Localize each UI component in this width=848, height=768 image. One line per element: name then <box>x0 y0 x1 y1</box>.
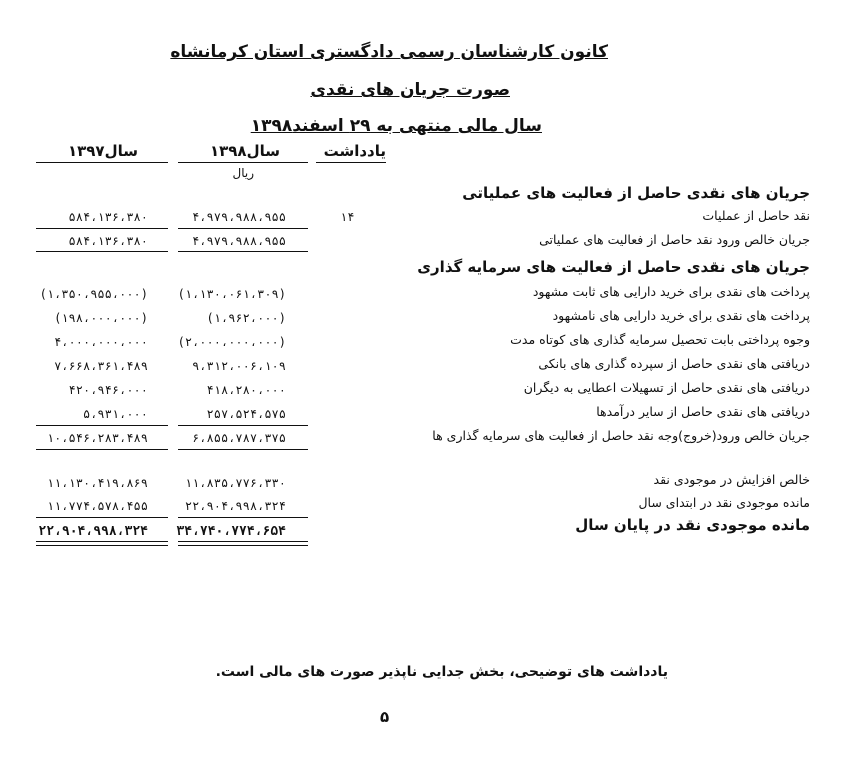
row-1397-fixed-assets: (۱،۳۵۰،۹۵۵،۰۰۰) <box>39 287 148 301</box>
row-label-net-operating: جریان خالص ورود نقد حاصل از فعالیت های عملیاتی <box>539 232 810 247</box>
section-operating-title: جریان های نقدی حاصل از فعالیت های عملیاتی <box>462 184 810 202</box>
double-line-1398-bottom <box>178 545 308 546</box>
total-line-1397-a <box>36 251 168 252</box>
subtotal-line-1398-c <box>178 517 308 518</box>
footer-note: یادداشت های توضیحی، بخش جدایی ناپذیر صورت های مالی است. <box>215 664 668 680</box>
total-line-1398-b <box>178 449 308 450</box>
row-label-other-income: دریافتی های نقدی حاصل از سایر درآمدها <box>596 404 810 419</box>
row-1397-net-operating: ۵۸۴،۱۳۶،۳۸۰ <box>68 234 148 248</box>
org-title: کانون کارشناسان رسمی دادگستری استان کرمانشاه <box>170 42 608 62</box>
row-label-closing-balance: مانده موجودی نقد در پایان سال <box>575 516 810 534</box>
row-label-bank-deposits: دریافتی های نقدی حاصل از سپرده گذاری های بانکی <box>538 356 810 371</box>
total-line-1398-a <box>178 251 308 252</box>
row-label-intangible-assets: پرداخت های نقدی برای خرید دارایی های نامشهود <box>552 308 810 323</box>
subtotal-line-1397-a <box>36 228 168 229</box>
double-line-1397-top <box>36 541 168 542</box>
row-label-cash-from-operations: نقد حاصل از عملیات <box>702 208 810 223</box>
row-label-net-investing: جریان خالص ورود(خروج)وجه نقد حاصل از فعالیت های سرمایه گذاری ها <box>432 428 810 443</box>
row-label-loans-granted: دریافتی های نقدی حاصل از تسهیلات اعطایی به دیگران <box>523 380 810 395</box>
currency-label: ریال <box>232 166 254 180</box>
row-1398-net-investing: ۶،۸۵۵،۷۸۷،۳۷۵ <box>192 431 286 445</box>
row-label-fixed-assets: پرداخت های نقدی برای خرید دارایی های ثابت مشهود <box>532 284 810 299</box>
row-1397-net-increase: ۱۱،۱۳۰،۴۱۹،۸۶۹ <box>46 476 148 490</box>
double-line-1397-bottom <box>36 545 168 546</box>
subtotal-line-1397-b <box>36 425 168 426</box>
header-underline-note <box>316 162 386 163</box>
row-1398-bank-deposits: ۹،۳۱۲،۰۰۶،۱۰۹ <box>192 359 286 373</box>
column-header-1397: سال۱۳۹۷ <box>67 142 138 160</box>
double-line-1398-top <box>178 541 308 542</box>
section-investing-title: جریان های نقدی حاصل از فعالیت های سرمایه گذاری <box>417 258 810 276</box>
header-underline-1397 <box>36 162 168 163</box>
row-1398-net-increase: ۱۱،۸۳۵،۷۷۶،۳۳۰ <box>184 476 286 490</box>
column-header-1398: سال۱۳۹۸ <box>209 142 280 160</box>
header-underline-1398 <box>178 162 308 163</box>
row-1398-intangible-assets: (۱،۹۶۲،۰۰۰) <box>206 311 286 325</box>
subtotal-line-1398-b <box>178 425 308 426</box>
row-note-cash-from-operations: ۱۴ <box>340 210 355 224</box>
page-number: ۵ <box>380 708 390 726</box>
row-1397-net-investing: ۱۰،۵۴۶،۲۸۳،۴۸۹ <box>46 431 148 445</box>
row-1398-fixed-assets: (۱،۱۳۰،۰۶۱،۳۰۹) <box>177 287 286 301</box>
row-1397-cash-from-operations: ۵۸۴،۱۳۶،۳۸۰ <box>68 210 148 224</box>
period-title: سال مالی منتهی به ۲۹ اسفند۱۳۹۸ <box>250 116 542 136</box>
row-label-short-term-investments: وجوه پرداختی بابت تحصیل سرمایه گذاری های کوتاه مدت <box>510 332 810 347</box>
row-1397-short-term-investments: ۴،۰۰۰،۰۰۰،۰۰۰ <box>54 335 148 349</box>
total-line-1397-b <box>36 449 168 450</box>
row-label-net-increase: خالص افزایش در موجودی نقد <box>653 472 810 487</box>
row-1398-closing-balance: ۳۴،۷۴۰،۷۷۴،۶۵۴ <box>176 524 286 539</box>
row-1398-short-term-investments: (۲،۰۰۰،۰۰۰،۰۰۰) <box>177 335 286 349</box>
row-1397-loans-granted: ۴۲۰،۹۴۶،۰۰۰ <box>68 383 148 397</box>
row-1398-net-operating: ۴،۹۷۹،۹۸۸،۹۵۵ <box>192 234 286 248</box>
row-1397-opening-balance: ۱۱،۷۷۴،۵۷۸،۴۵۵ <box>46 499 148 513</box>
column-header-note: یادداشت <box>323 142 386 160</box>
row-1397-bank-deposits: ۷،۶۶۸،۳۶۱،۴۸۹ <box>54 359 148 373</box>
row-1397-closing-balance: ۲۲،۹۰۴،۹۹۸،۳۲۴ <box>38 524 148 539</box>
row-1397-other-income: ۵،۹۳۱،۰۰۰ <box>82 407 148 421</box>
row-1398-cash-from-operations: ۴،۹۷۹،۹۸۸،۹۵۵ <box>192 210 286 224</box>
subtotal-line-1398-a <box>178 228 308 229</box>
row-1398-loans-granted: ۴۱۸،۲۸۰،۰۰۰ <box>206 383 286 397</box>
row-1398-other-income: ۲۵۷،۵۲۴،۵۷۵ <box>206 407 286 421</box>
doc-title: صورت جریان های نقدی <box>310 80 510 100</box>
row-1398-opening-balance: ۲۲،۹۰۴،۹۹۸،۳۲۴ <box>184 499 286 513</box>
row-label-opening-balance: مانده موجودی نقد در ابتدای سال <box>638 495 810 510</box>
row-1397-intangible-assets: (۱۹۸،۰۰۰،۰۰۰) <box>54 311 148 325</box>
subtotal-line-1397-c <box>36 517 168 518</box>
